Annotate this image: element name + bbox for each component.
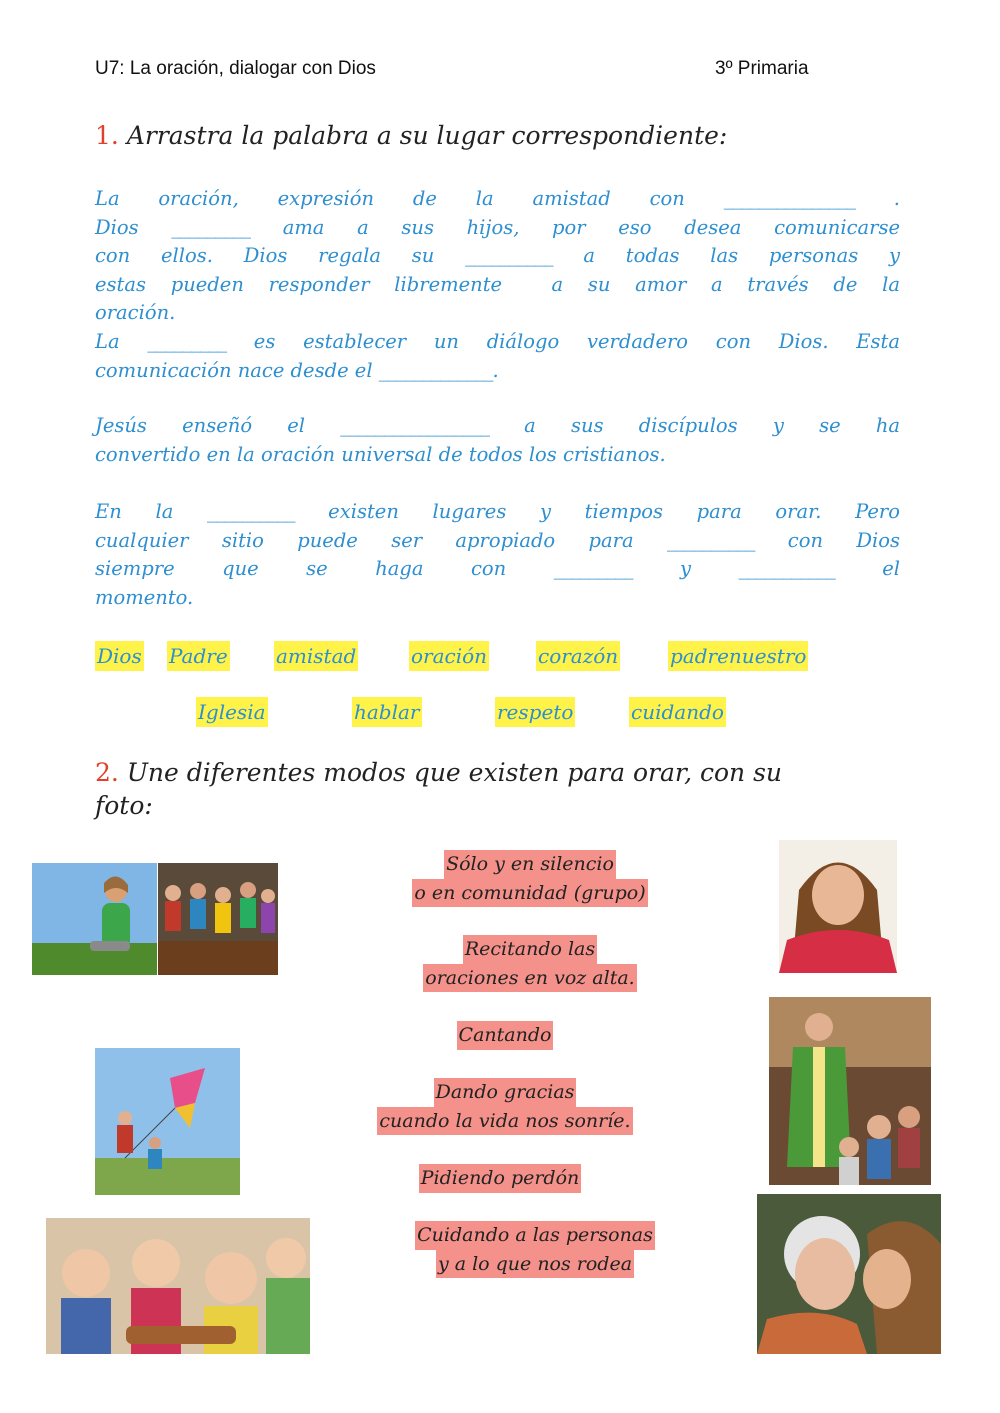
fill-in-line <box>95 299 900 328</box>
fill-in-line <box>95 498 900 527</box>
exercise-1-number: 1. <box>95 121 119 150</box>
option-silence-community[interactable] <box>345 850 715 907</box>
unit-title: U7: La oración, dialogar con Dios <box>95 58 376 79</box>
option-line: y a lo que nos rodea <box>436 1250 634 1279</box>
sentence-fragment: Jesús enseñó el <box>95 414 341 437</box>
fill-in-line <box>95 555 900 584</box>
sentence-fragment: y <box>632 557 739 581</box>
photo-children-singing[interactable] <box>46 1218 310 1354</box>
fill-in-line <box>95 271 900 300</box>
option-recite[interactable] <box>345 935 715 992</box>
sentence-fragment: momento. <box>95 585 194 609</box>
sentence-fragment: En la <box>95 500 207 523</box>
option-line: Sólo y en silencio <box>444 850 616 879</box>
sentence-fragment: La <box>95 329 148 353</box>
word-chip-padrenuestro[interactable]: padrenuestro <box>668 641 808 671</box>
photo-community-worship[interactable] <box>158 863 278 975</box>
answer-blank[interactable]: __________ <box>666 528 755 552</box>
fill-in-line <box>95 357 900 386</box>
word-chip-corazon[interactable]: corazón <box>536 641 620 671</box>
fill-in-line <box>95 214 900 243</box>
sentence-fragment: estas pueden responder libremente a su amor a través de la <box>95 272 900 296</box>
word-chip-padre[interactable]: Padre <box>167 641 230 671</box>
word-chip-oracion[interactable]: oración <box>409 641 489 671</box>
word-chip-cuidando[interactable]: cuidando <box>629 697 726 727</box>
answer-blank[interactable]: __________ <box>465 244 553 268</box>
photo-praying-girl-field[interactable] <box>32 863 157 975</box>
sentence-fragment: el <box>834 557 900 581</box>
exercise-2-instruction-line2: foto: <box>95 791 153 820</box>
sentence-fragment: . <box>854 187 901 210</box>
exercise-1-title <box>95 121 727 150</box>
fill-in-line <box>95 185 900 214</box>
fill-in-paragraph <box>95 412 900 469</box>
option-line: Cantando <box>457 1021 554 1050</box>
answer-blank[interactable]: ___________ <box>738 557 835 581</box>
fill-in-paragraph <box>95 185 900 385</box>
option-line: Recitando las <box>463 935 597 964</box>
option-line: Cuidando a las personas <box>415 1221 655 1250</box>
photo-girl-forgiveness[interactable] <box>779 840 897 973</box>
sentence-fragment: Dios <box>95 215 172 239</box>
sentence-fragment: . <box>492 358 499 382</box>
answer-blank[interactable]: _________________ <box>340 414 489 437</box>
sentence-fragment: con ellos. Dios regala su <box>95 244 466 268</box>
sentence-fragment: con Dios <box>754 528 900 552</box>
sentence-fragment: oración. <box>95 301 176 325</box>
sentence-fragment: a todas las personas y <box>552 244 901 268</box>
sentence-fragment: comunicación nace desde el <box>95 358 379 382</box>
sentence-fragment: ama a sus hijos, por eso desea comunicarse <box>250 215 900 239</box>
answer-blank[interactable]: _________ <box>171 215 251 239</box>
answer-blank[interactable]: _________ <box>553 557 633 581</box>
fill-in-paragraph <box>95 498 900 612</box>
sentence-fragment: convertido en la oración universal de todos los cristianos. <box>95 442 666 466</box>
word-chip-respeto[interactable]: respeto <box>495 697 575 727</box>
option-line: cuando la vida nos sonríe. <box>377 1107 632 1136</box>
sentence-fragment: siempre que se haga con <box>95 557 554 581</box>
option-forgiveness[interactable] <box>315 1164 685 1193</box>
fill-in-line <box>95 242 900 271</box>
fill-in-line <box>95 527 900 556</box>
answer-blank[interactable]: _______________ <box>723 187 855 210</box>
answer-blank[interactable]: _____________ <box>378 358 493 382</box>
fill-in-line <box>95 412 900 441</box>
exercise-2-instruction-line1: Une diferentes modos que existen para orar, con su <box>126 758 783 787</box>
option-singing[interactable] <box>320 1021 690 1050</box>
sentence-fragment: La oración, expresión de la amistad con <box>95 187 724 210</box>
exercise-1-instruction: Arrastra la palabra a su lugar correspondiente: <box>126 121 728 150</box>
option-line: o en comunidad (grupo) <box>412 879 647 908</box>
sentence-fragment: cualquier sitio puede ser apropiado para <box>95 528 667 552</box>
photo-priest-mass[interactable] <box>769 997 931 1185</box>
word-chip-iglesia[interactable]: Iglesia <box>196 697 268 727</box>
option-line: Dando gracias <box>434 1078 577 1107</box>
word-chip-hablar[interactable]: hablar <box>352 697 422 727</box>
fill-in-line <box>95 584 900 613</box>
word-chip-dios[interactable]: Dios <box>95 641 144 671</box>
exercise-2-title <box>95 756 782 822</box>
option-line: Pidiendo perdón <box>419 1164 582 1193</box>
option-line: oraciones en voz alta. <box>423 964 636 993</box>
word-chip-amistad[interactable]: amistad <box>274 641 358 671</box>
answer-blank[interactable]: __________ <box>207 500 295 523</box>
photo-grandmother-kiss[interactable] <box>757 1194 941 1354</box>
photo-kids-kite[interactable] <box>95 1048 240 1195</box>
fill-in-line <box>95 328 900 357</box>
exercise-2-number: 2. <box>95 758 119 787</box>
sentence-fragment: es establecer un diálogo verdadero con Dios. Esta <box>226 329 900 353</box>
fill-in-line <box>95 441 900 470</box>
sentence-fragment: a sus discípulos y se ha <box>488 414 901 437</box>
option-thanks[interactable] <box>320 1078 690 1135</box>
grade-label: 3º Primaria <box>715 58 809 79</box>
sentence-fragment: existen lugares y tiempos para orar. Pero <box>294 500 900 523</box>
answer-blank[interactable]: _________ <box>147 329 227 353</box>
option-caring[interactable] <box>350 1221 720 1278</box>
